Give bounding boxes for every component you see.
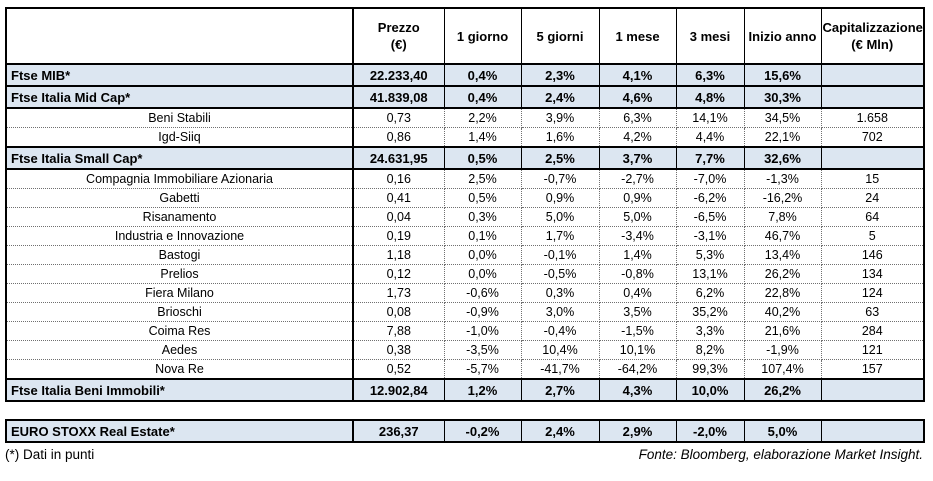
table-row (6, 64, 924, 86)
table-footer (5, 447, 923, 462)
market-performance-table (5, 7, 925, 402)
cell: 99,3% (676, 360, 744, 380)
euro-table-body (6, 420, 924, 442)
footnote: (*) Dati in punti (5, 447, 95, 462)
row-name: Beni Stabili (6, 108, 353, 128)
cell: 0,4% (599, 284, 676, 303)
cell: 3,9% (521, 108, 599, 128)
cell: 40,2% (744, 303, 821, 322)
cell: 236,37 (353, 420, 444, 442)
cell: 15,6% (744, 64, 821, 86)
row-name: Nova Re (6, 360, 353, 380)
cell (821, 64, 924, 86)
cell: 146 (821, 246, 924, 265)
cell: -6,5% (676, 208, 744, 227)
cell: 2,4% (521, 420, 599, 442)
cell: 4,4% (676, 128, 744, 148)
table-row (6, 420, 924, 442)
table-row (6, 303, 924, 322)
cell: 4,8% (676, 86, 744, 108)
table-row (6, 128, 924, 148)
cell: 0,19 (353, 227, 444, 246)
cell: -1,0% (444, 322, 521, 341)
cell: -0,1% (521, 246, 599, 265)
cell: 702 (821, 128, 924, 148)
row-name: Ftse Italia Beni Immobili* (6, 379, 353, 401)
cell: 10,1% (599, 341, 676, 360)
cell: 0,73 (353, 108, 444, 128)
cell: 0,38 (353, 341, 444, 360)
cell: 13,4% (744, 246, 821, 265)
cell: -2,7% (599, 169, 676, 189)
cell: 26,2% (744, 379, 821, 401)
row-name: Ftse Italia Mid Cap* (6, 86, 353, 108)
table-row (6, 108, 924, 128)
cell: 26,2% (744, 265, 821, 284)
cell: 1,4% (599, 246, 676, 265)
cell: -0,9% (444, 303, 521, 322)
cell (821, 147, 924, 169)
column-1-mese: 1 mese (599, 8, 676, 64)
cell: 64 (821, 208, 924, 227)
cell: 0,3% (444, 208, 521, 227)
cell: -64,2% (599, 360, 676, 380)
cell: -0,4% (521, 322, 599, 341)
row-name: Prelios (6, 265, 353, 284)
cell: 0,08 (353, 303, 444, 322)
cell: 5,0% (744, 420, 821, 442)
cell: 0,12 (353, 265, 444, 284)
cell: 6,3% (599, 108, 676, 128)
cell: -0,5% (521, 265, 599, 284)
cell: -0,6% (444, 284, 521, 303)
cell: 8,2% (676, 341, 744, 360)
row-name: Coima Res (6, 322, 353, 341)
cell: 0,0% (444, 265, 521, 284)
cell: 6,3% (676, 64, 744, 86)
row-name: Ftse Italia Small Cap* (6, 147, 353, 169)
cell: 0,0% (444, 246, 521, 265)
cell: 3,5% (599, 303, 676, 322)
row-name: Risanamento (6, 208, 353, 227)
cell: 0,52 (353, 360, 444, 380)
cell: 3,7% (599, 147, 676, 169)
cell: 14,1% (676, 108, 744, 128)
cell: 1,18 (353, 246, 444, 265)
column-5-giorni: 5 giorni (521, 8, 599, 64)
cell: 7,88 (353, 322, 444, 341)
cell: 34,5% (744, 108, 821, 128)
row-name: Aedes (6, 341, 353, 360)
cell: 0,1% (444, 227, 521, 246)
cell: 107,4% (744, 360, 821, 380)
table-row (6, 284, 924, 303)
cell: 0,04 (353, 208, 444, 227)
column-3-mesi: 3 mesi (676, 8, 744, 64)
table-row (6, 208, 924, 227)
cell: -2,0% (676, 420, 744, 442)
column-inizio-anno: Inizio anno (744, 8, 821, 64)
cell: 63 (821, 303, 924, 322)
cell: 5,3% (676, 246, 744, 265)
cell: 5,0% (521, 208, 599, 227)
cell: 46,7% (744, 227, 821, 246)
cell: -1,9% (744, 341, 821, 360)
column-prezzo: Prezzo (€) (353, 8, 444, 64)
cell: 13,1% (676, 265, 744, 284)
table-row (6, 86, 924, 108)
table-row (6, 379, 924, 401)
row-name: Compagnia Immobiliare Azionaria (6, 169, 353, 189)
cell: 1,6% (521, 128, 599, 148)
cell: 0,3% (521, 284, 599, 303)
table-row (6, 341, 924, 360)
cell: 0,5% (444, 189, 521, 208)
cell: 32,6% (744, 147, 821, 169)
cell: 0,9% (599, 189, 676, 208)
cell: 2,5% (521, 147, 599, 169)
column-capitalizzazione: Capitalizzazione (€ Mln) (821, 8, 924, 64)
row-name: Igd-Siiq (6, 128, 353, 148)
cell: 21,6% (744, 322, 821, 341)
cell: 0,9% (521, 189, 599, 208)
cell: 124 (821, 284, 924, 303)
row-name: EURO STOXX Real Estate* (6, 420, 353, 442)
cell (821, 86, 924, 108)
table-row (6, 147, 924, 169)
table-row (6, 227, 924, 246)
cell (821, 379, 924, 401)
table-body (6, 64, 924, 401)
euro-stoxx-table (5, 419, 925, 443)
row-name: Gabetti (6, 189, 353, 208)
cell: 4,1% (599, 64, 676, 86)
cell: -3,4% (599, 227, 676, 246)
cell: 24 (821, 189, 924, 208)
column-1-giorno: 1 giorno (444, 8, 521, 64)
cell: 22,1% (744, 128, 821, 148)
cell (821, 420, 924, 442)
cell: 22,8% (744, 284, 821, 303)
cell: 3,0% (521, 303, 599, 322)
row-name: Brioschi (6, 303, 353, 322)
cell: -6,2% (676, 189, 744, 208)
cell: -16,2% (744, 189, 821, 208)
cell: -0,7% (521, 169, 599, 189)
cell: -7,0% (676, 169, 744, 189)
cell: 2,5% (444, 169, 521, 189)
cell: 0,86 (353, 128, 444, 148)
cell: 0,16 (353, 169, 444, 189)
cell: 1,4% (444, 128, 521, 148)
cell: -5,7% (444, 360, 521, 380)
cell: -1,5% (599, 322, 676, 341)
cell: -41,7% (521, 360, 599, 380)
cell: 5 (821, 227, 924, 246)
cell: 10,4% (521, 341, 599, 360)
cell: 35,2% (676, 303, 744, 322)
cell: 2,2% (444, 108, 521, 128)
cell: 0,4% (444, 86, 521, 108)
cell: 3,3% (676, 322, 744, 341)
header-row (6, 8, 924, 64)
cell: 24.631,95 (353, 147, 444, 169)
table-row (6, 189, 924, 208)
table-row (6, 360, 924, 380)
cell: 0,41 (353, 189, 444, 208)
cell: -0,8% (599, 265, 676, 284)
cell: 2,3% (521, 64, 599, 86)
cell: 7,8% (744, 208, 821, 227)
table-row (6, 169, 924, 189)
cell: 12.902,84 (353, 379, 444, 401)
cell: 15 (821, 169, 924, 189)
cell: 5,0% (599, 208, 676, 227)
cell: 4,2% (599, 128, 676, 148)
cell: -1,3% (744, 169, 821, 189)
cell: 134 (821, 265, 924, 284)
cell: 4,3% (599, 379, 676, 401)
table-header (6, 8, 924, 64)
cell: 0,5% (444, 147, 521, 169)
cell: 4,6% (599, 86, 676, 108)
cell: 121 (821, 341, 924, 360)
cell: 30,3% (744, 86, 821, 108)
cell: -3,5% (444, 341, 521, 360)
cell: 0,4% (444, 64, 521, 86)
cell: 2,4% (521, 86, 599, 108)
table-row (6, 322, 924, 341)
row-name: Fiera Milano (6, 284, 353, 303)
cell: 22.233,40 (353, 64, 444, 86)
cell: 284 (821, 322, 924, 341)
cell: 1,7% (521, 227, 599, 246)
cell: 7,7% (676, 147, 744, 169)
row-name: Ftse MIB* (6, 64, 353, 86)
cell: 6,2% (676, 284, 744, 303)
cell: -3,1% (676, 227, 744, 246)
cell: -0,2% (444, 420, 521, 442)
row-name: Bastogi (6, 246, 353, 265)
cell: 2,9% (599, 420, 676, 442)
column-name (6, 8, 353, 64)
source-credit: Fonte: Bloomberg, elaborazione Market Insight. (638, 447, 923, 462)
cell: 1,2% (444, 379, 521, 401)
cell: 1.658 (821, 108, 924, 128)
cell: 41.839,08 (353, 86, 444, 108)
cell: 2,7% (521, 379, 599, 401)
cell: 10,0% (676, 379, 744, 401)
row-name: Industria e Innovazione (6, 227, 353, 246)
cell: 157 (821, 360, 924, 380)
cell: 1,73 (353, 284, 444, 303)
table-row (6, 246, 924, 265)
table-row (6, 265, 924, 284)
